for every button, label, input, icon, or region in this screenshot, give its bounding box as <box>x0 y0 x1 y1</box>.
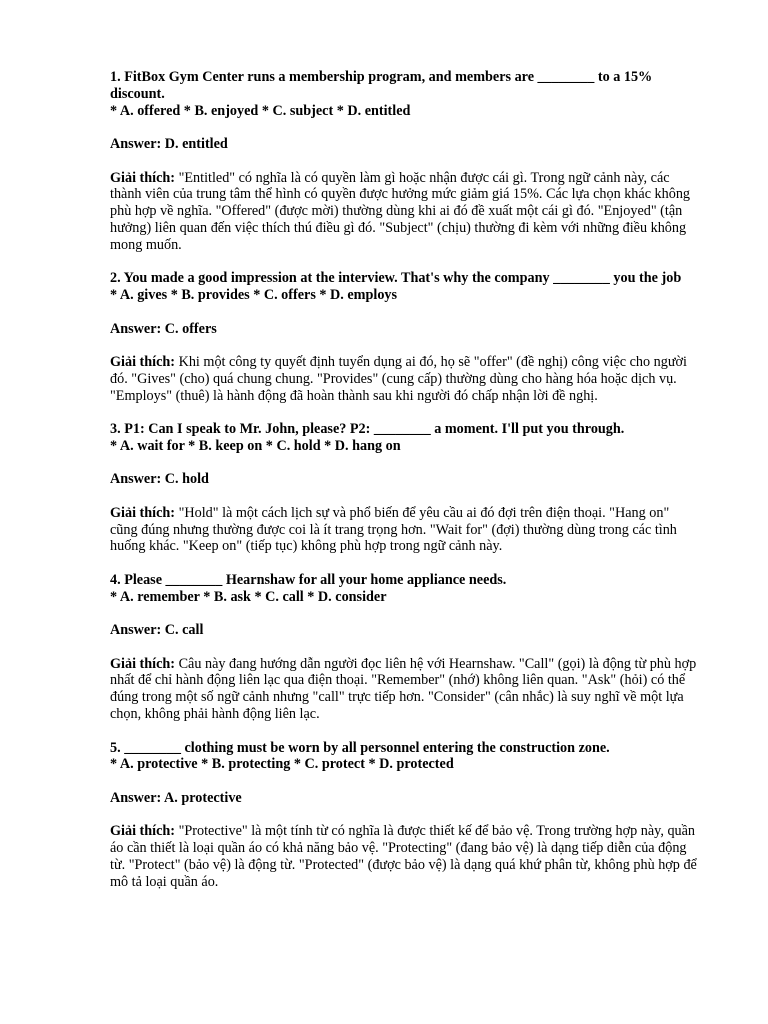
explanation-label: Giải thích: <box>110 655 176 672</box>
question-text: 2. You made a good impression at the interview. That's why the company ________ you the job <box>110 270 682 287</box>
explanation-label: Giải thích: <box>110 354 176 370</box>
question-block-1 <box>110 69 698 254</box>
question-text: 5. ________ clothing must be worn by all personnel entering the construction zone. <box>110 739 610 756</box>
question-block-5 <box>110 740 698 891</box>
question-block-2 <box>110 270 698 404</box>
explanation-paragraph <box>110 170 698 254</box>
question-text: 3. P1: Can I speak to Mr. John, please? P2: ________ a moment. I'll put you through. <box>110 421 625 438</box>
question-block-3 <box>110 421 698 555</box>
answer-line: Answer: C. call <box>110 622 204 639</box>
answer-line: Answer: A. protective <box>110 789 242 806</box>
explanation-text: Câu này đang hướng dẫn người đọc liên hệ với Hearnshaw. "Call" (gọi) là động từ phù hợp nhất để chỉ hành động liên lạc qua điện thoại. "Remember" (nhớ) không liên quan. "Ask" (hỏi) có thể đúng trong một số ngữ cảnh nhưng "call" trực tiếp hơn. "Consider" (cân nhắc) là suy nghĩ về một lựa chọn, không phải hành động liên lạc. <box>110 655 697 723</box>
answer-line: Answer: C. hold <box>110 471 209 488</box>
explanation-paragraph <box>110 656 698 723</box>
answer-options: * A. remember * B. ask * C. call * D. consider <box>110 588 387 605</box>
explanation-text: "Entitled" có nghĩa là có quyền làm gì hoặc nhận được cái gì. Trong ngữ cảnh này, các thành viên của trung tâm thể hình có quyền được hưởng mức giảm giá 15%. Các lựa chọn khác không phù hợp về nghĩa. "Offered" (được mời) thường dùng khi ai đó đề xuất một cái gì đó. "Enjoyed" (tận hưởng) liên quan đến việc thích thú điều gì đó. "Subject" (chịu) thường đi kèm với những điều không mong muốn. <box>110 169 691 253</box>
explanation-label: Giải thích: <box>110 504 176 521</box>
explanation-label: Giải thích: <box>110 169 176 186</box>
explanation-paragraph <box>110 505 698 555</box>
explanation-text: "Hold" là một cách lịch sự và phổ biến để yêu cầu ai đó đợi trên điện thoại. "Hang on" cũng đúng nhưng thường được coi là ít trang trọng hơn. "Wait for" (đợi) thường dùng trong các tình huống khác. "Keep on" (tiếp tục) không phù hợp trong ngữ cảnh này. <box>110 504 677 555</box>
answer-options: * A. offered * B. enjoyed * C. subject * D. entitled <box>110 102 411 119</box>
question-text: 4. Please ________ Hearnshaw for all your home appliance needs. <box>110 571 507 588</box>
answer-line: Answer: C. offers <box>110 320 217 337</box>
answer-line: Answer: D. entitled <box>110 136 228 153</box>
explanation-label: Giải thích: <box>110 823 176 840</box>
explanation-paragraph <box>110 823 698 890</box>
explanation-text: "Protective" là một tính từ có nghĩa là được thiết kế để bảo vệ. Trong trường hợp này, quần áo cần thiết là loại quần áo có khả năng bảo vệ. "Protecting" (đang bảo vệ) là dạng tiếp diễn của động từ. "Protect" (bảo vệ) là động từ. "Protected" (được bảo vệ) là dạng quá khứ phân từ, không phù hợp để mô tả loại quần áo. <box>110 823 697 890</box>
answer-options: * A. gives * B. provides * C. offers * D. employs <box>110 287 398 304</box>
answer-options: * A. protective * B. protecting * C. protect * D. protected <box>110 756 454 773</box>
answer-options: * A. wait for * B. keep on * C. hold * D. hang on <box>110 437 401 454</box>
question-block-4 <box>110 572 698 723</box>
question-text: 1. FitBox Gym Center runs a membership program, and members are ________ to a 15% discount. <box>110 69 653 102</box>
explanation-paragraph <box>110 354 698 404</box>
explanation-text: Khi một công ty quyết định tuyển dụng ai đó, họ sẽ "offer" (đề nghị) công việc cho người đó. "Gives" (cho) quá chung chung. "Provides" (cung cấp) thường dùng cho hàng hóa hoặc dịch vụ. "Employs" (thuê) là hành động đã hoàn thành sau khi người đó chấp nhận lời đề nghị. <box>110 354 687 404</box>
